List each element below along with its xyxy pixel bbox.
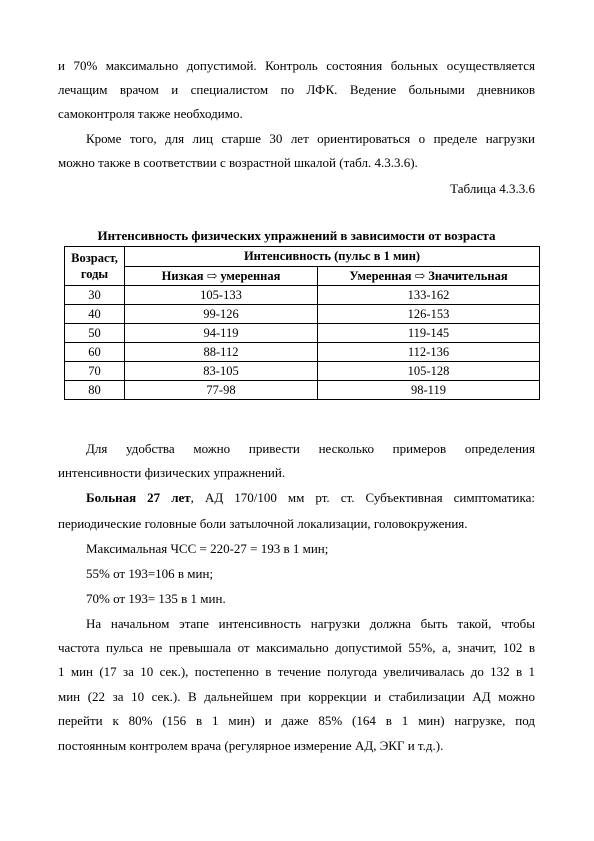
low-range-cell: 94-119 — [125, 324, 318, 343]
moderate-range-cell: 126-153 — [318, 305, 540, 324]
age-header-line2: годы — [80, 267, 109, 281]
moderate-significant-header — [318, 266, 540, 286]
text-line: постоянным контролем врача (регулярное измерение АД, ЭКГ и т.д.). — [58, 738, 444, 753]
table-row — [65, 362, 540, 381]
significant-label: Значительная — [428, 268, 508, 283]
text-line: Кроме того, для лиц старше 30 лет ориентироваться о пределе нагрузки — [86, 131, 535, 146]
table-row — [65, 324, 540, 343]
age-cell: 40 — [65, 305, 125, 324]
text-line: и 70% максимально допустимой. Контроль состояния больных осуществляется — [58, 58, 535, 73]
text-line: На начальном этапе интенсивность нагрузки должна быть такой, чтобы — [86, 616, 535, 631]
age-header-line1: Возраст, — [71, 251, 118, 265]
text-line: 1 мин (17 за 10 сек.), постепенно в течение полугода увеличивалась до 132 в 1 — [58, 664, 535, 679]
age-cell: 30 — [65, 286, 125, 305]
text-line: перейти к 80% (156 в 1 мин) и даже 85% (164 в 1 мин) нагрузке, под — [58, 713, 535, 728]
moderate-label: Умеренная — [349, 268, 412, 283]
low-label: Низкая — [161, 268, 204, 283]
age-column-header — [65, 247, 125, 286]
text-line: лечащим врачом и специалистом по ЛФК. Ведение больными дневников — [58, 82, 535, 97]
table-row — [65, 286, 540, 305]
text-line — [86, 490, 535, 506]
text-line: мин (22 за 10 сек.). В дальнейшем при коррекции и стабилизации АД можно — [58, 689, 535, 704]
table-row — [65, 343, 540, 362]
age-intensity-table — [64, 246, 540, 400]
calc-line: 55% от 193=106 в мин; — [86, 566, 214, 581]
low-moderate-header — [125, 266, 318, 286]
low-range-cell: 83-105 — [125, 362, 318, 381]
moderate-range-cell: 119-145 — [318, 324, 540, 343]
table-row — [65, 305, 540, 324]
low-range-cell: 105-133 — [125, 286, 318, 305]
moderate-range-cell: 112-136 — [318, 343, 540, 362]
calc-line: 70% от 193= 135 в 1 мин. — [86, 591, 226, 606]
arrow-right-icon: ⇨ — [206, 268, 218, 283]
text-line: интенсивности физических упражнений. — [58, 465, 286, 480]
calc-line: Максимальная ЧСС = 220-27 = 193 в 1 мин; — [86, 541, 329, 556]
text-line: частота пульса не превышала от максимально допустимой 55%, а, значит, 102 в — [58, 640, 535, 655]
table-row — [65, 381, 540, 400]
low-range-cell: 77-98 — [125, 381, 318, 400]
text-line: Для удобства можно привести несколько примеров определения — [86, 441, 535, 456]
arrow-right-icon: ⇨ — [414, 268, 426, 283]
moderate-range-cell: 105-128 — [318, 362, 540, 381]
text-line: самоконтроля также необходимо. — [58, 106, 243, 121]
age-cell: 60 — [65, 343, 125, 362]
low-range-cell: 99-126 — [125, 305, 318, 324]
age-cell: 50 — [65, 324, 125, 343]
low-range-cell: 88-112 — [125, 343, 318, 362]
table-title: Интенсивность физических упражнений в зависимости от возраста — [97, 228, 496, 243]
age-cell: 70 — [65, 362, 125, 381]
moderate-range-cell: 133-162 — [318, 286, 540, 305]
case-heading: Больная 27 лет — [86, 490, 191, 505]
case-details: , АД 170/100 мм рт. ст. Субъективная симптоматика: — [190, 490, 535, 505]
age-cell: 80 — [65, 381, 125, 400]
intensity-column-header: Интенсивность (пульс в 1 мин) — [125, 247, 540, 267]
text-line: периодические головные боли затылочной локализации, головокружения. — [58, 516, 468, 531]
text-line: можно также в соответствии с возрастной шкалой (табл. 4.3.3.6). — [58, 155, 418, 170]
moderate-range-cell: 98-119 — [318, 381, 540, 400]
moderate-label: умеренная — [220, 268, 281, 283]
table-label: Таблица 4.3.3.6 — [450, 181, 535, 196]
